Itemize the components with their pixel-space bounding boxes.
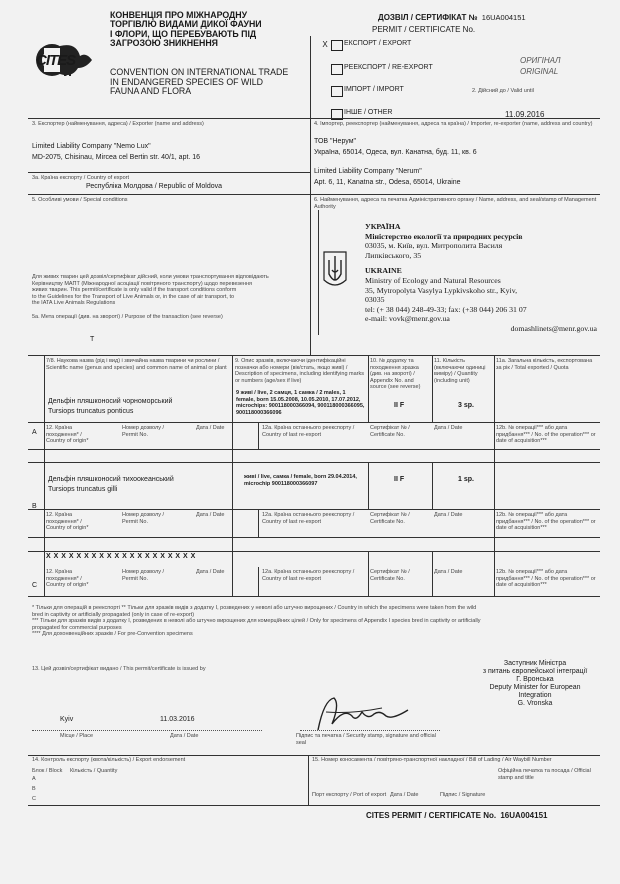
original-uk: ОРИГІНАЛ xyxy=(520,56,561,65)
row-letter-b: B xyxy=(32,503,37,510)
authority-country-uk: УКРАЇНА xyxy=(365,222,401,231)
reexport-date-label: Дата / Date xyxy=(434,512,463,518)
importer-name-en: Limited Liability Company "Nerum" xyxy=(314,168,422,175)
country-export: Республіка Молдова / Republic of Moldova xyxy=(86,183,223,190)
signer-title-en: Integration xyxy=(518,692,552,699)
column-quantity: 11. Кількість (включаючи одиниці виміру) / Quantity (including unit) xyxy=(434,358,486,384)
valid-until: 11.09.2016 xyxy=(505,110,545,119)
reexport-date-label: Дата / Date xyxy=(434,425,463,431)
port-label: Порт експорту / Port of export xyxy=(312,792,387,798)
purpose-mark: T xyxy=(90,336,95,343)
signer-name-en: G. Vronska xyxy=(517,700,553,707)
authority-phone: tel: (+ 38 044) 248-49-33; fax: (+38 044) 206 31 07 xyxy=(365,304,527,314)
option-other: ІНШЕ / OTHER xyxy=(344,109,393,116)
footer-permit xyxy=(366,811,606,821)
importer-label: 4. Імпортер, реекспортер (найменування, адреса та країна) / Importer, re-exporter (name, address and country) xyxy=(314,121,593,127)
special-conditions-label: 5. Особливі умови / Special conditions xyxy=(32,197,128,203)
endorsement-signature-label: Підпис / Signature xyxy=(440,792,486,798)
conditions-text xyxy=(32,274,307,307)
title-ukrainian xyxy=(110,11,262,48)
cites-logo xyxy=(30,38,102,82)
specimen-description: 9 живі / live, 2 самця, 1 самка / 2 males, 1 female, born 15.05.2008, 10.05.2010, 17.07.2012, microchips: 900118000366094, 900118000366095, 900118000366096 xyxy=(236,390,365,416)
importer-address-en: Apt. 6, 11, Kanatna str., Odesa, 65014, Ukraine xyxy=(314,179,461,186)
origin-date-label: Дата / Date xyxy=(196,425,225,431)
endorsement-date-label: Дата / Date xyxy=(390,792,419,798)
option-export: ЕКСПОРТ / EXPORT xyxy=(344,40,412,47)
date-label: Дата / Date xyxy=(170,733,199,739)
country-export-label: 3a. Країна експорту / Country of export xyxy=(32,175,130,181)
signature-label: Підпис та печатка / Security stamp, signature and official seal xyxy=(296,733,436,746)
origin-country-label: 12. Країна походження* / Country of origin* xyxy=(46,425,89,444)
title-uk-line: КОНВЕНЦІЯ ПРО МІЖНАРОДНУ xyxy=(110,10,248,20)
footnote-line: *** Тільки для зразків видів з додатку I, розведених в неволі або штучно вирощених для комерційних цілей / Only for specimens of Appendix I species bred in captivity or artificially xyxy=(32,618,481,624)
quantity-label: Кількість / Quantity xyxy=(70,768,118,774)
origin-permit-label: Номер дозволу / Permit No. xyxy=(122,512,164,525)
export-mark: X xyxy=(322,40,328,49)
authority-address-uk: Липківського, 35 xyxy=(365,250,422,260)
endorsement-letter-b: B xyxy=(32,786,36,792)
footnote-line: propagated for commercial purposes xyxy=(32,624,122,631)
specimen-description: живі / live, самка / female, born 29.04.2014, microchip 900118000366097 xyxy=(244,474,357,487)
signer-title-uk: з питань європейської інтеграції xyxy=(482,668,588,675)
export-checkbox xyxy=(320,40,330,49)
block-label: Блок / Block xyxy=(32,768,63,774)
title-en-line: FAUNA AND FLORA xyxy=(110,86,192,96)
exporter-name: Limited Liability Company "Nemo Lux" xyxy=(32,143,151,150)
certificate-label: Сертифікат № / Certificate No. xyxy=(370,425,410,438)
importer-address-uk: Україна, 65014, Одеса, вул. Канатна, буд. 11, кв. 6 xyxy=(314,149,477,156)
certificate-label: Сертифікат № / Certificate No. xyxy=(370,569,410,582)
quantity-value: 1 sp. xyxy=(458,476,474,483)
species-name-sci: Tursiops truncatus gilli xyxy=(48,486,118,493)
species-name-uk: Дельфін пляшконосий чорноморський xyxy=(48,398,173,405)
origin-permit-label: Номер дозволу / Permit No. xyxy=(122,425,164,438)
row-letter-c: C xyxy=(32,582,38,589)
valid-until-label: 2. Дійсний до / Valid until xyxy=(472,88,534,94)
footnote-line: **** Для дохонвенційних зразків / For pre-Convention specimens xyxy=(32,631,193,637)
last-reexport-label: 12a. Країна останнього реекспорту / Country of last re-export xyxy=(262,512,355,525)
exporter-label: 3. Експортер (найменування, адреса) / Exporter (name and address) xyxy=(32,121,204,127)
quantity-value: 3 sp. xyxy=(458,402,474,409)
certificate-label: Сертифікат № / Certificate No. xyxy=(370,512,410,525)
signer-title-en: Deputy Minister for European xyxy=(489,684,581,691)
official-stamp-label: Офіційна печатка та посада / Official stamp and title xyxy=(498,768,591,781)
bill-of-lading-label: 15. Номер коносамента / повітряно-транспортної накладної / Bill of Lading / Air Waybill Number xyxy=(312,757,552,763)
issued-place: Kyiv xyxy=(60,716,74,723)
authority-address-en: 35, Mytropolyta Vasylya Lypkivskoho str., Kyiv, xyxy=(365,285,518,295)
signer-block xyxy=(470,660,600,708)
authority-email-2: domashlinets@menr.gov.ua xyxy=(510,323,597,333)
last-reexport-label: 12a. Країна останнього реекспорту / Country of last re-export xyxy=(262,569,355,582)
authority-block xyxy=(365,222,597,334)
issued-date: 11.03.2016 xyxy=(160,716,195,723)
option-box xyxy=(331,40,343,51)
option-box xyxy=(331,64,343,75)
place-label: Місце / Place xyxy=(60,733,94,739)
appendix-value: II F xyxy=(394,402,405,409)
permit-number-header xyxy=(378,13,610,23)
authority-address-en: 03035 xyxy=(365,295,385,305)
importer-name-uk: ТОВ "Нерум" xyxy=(314,138,356,145)
authority-email: e-mail: vovk@menr.gov.ua xyxy=(365,314,450,324)
origin-country-label: 12. Країна походження* / Country of origin* xyxy=(46,569,89,588)
row-letter-a: A xyxy=(32,429,37,436)
authority-country-en: UKRAINE xyxy=(365,266,402,276)
option-import: ІМПОРТ / IMPORT xyxy=(344,86,404,93)
option-reexport: РЕЕКСПОРТ / RE-EXPORT xyxy=(344,64,433,71)
title-uk-line: І ФЛОРИ, ЩО ПЕРЕБУВАЮТЬ ПІД xyxy=(110,28,257,39)
footnote-line: * Тільки для операцій в реекспорті ** Тільки для зразків видів з додатку I, розведених у неволі або штучно вирощених / Country in which the specimens were taken from the wild xyxy=(32,605,477,611)
signer-name-uk: Г. Вронська xyxy=(516,676,554,683)
conditions-line: the IATA Live Animals Regulations xyxy=(32,300,116,306)
issued-label: 13. Цей дозвіл/сертифікат видано / This permit/certificate is issued by xyxy=(32,666,206,672)
conditions-line: живих тварин. This permit/certificate is only valid if the transport conditions conform xyxy=(32,287,237,293)
title-en-line: IN ENDANGERED SPECIES OF WILD xyxy=(110,76,263,87)
title-uk-line: ЗАГРОЗОЮ ЗНИКНЕННЯ xyxy=(110,37,219,48)
operation-label: 12b. № операції*** або дата придбання*** / No. of the operation*** or date of acquisition*** xyxy=(496,425,596,444)
column-description: 9. Опис зразків, включаючи ідентифікаційні позначки або номери (вік/стать, якщо живі) / Description of specimens, including identifying marks or numbers (age/sex if live) xyxy=(235,358,365,384)
title-uk-line: ТОРГІВЛЮ ВИДАМИ ДИКОЇ ФАУНИ xyxy=(110,19,262,30)
endorsement-letter-c: C xyxy=(32,796,36,802)
authority-ministry-en: Ministry of Ecology and Natural Resources xyxy=(365,275,501,285)
signer-title-uk: Заступник Міністра xyxy=(503,660,567,667)
trident-emblem-icon xyxy=(322,250,348,290)
reexport-date-label: Дата / Date xyxy=(434,569,463,575)
permit-label-en: PERMIT / CERTIFICATE No. xyxy=(372,25,476,34)
authority-address-uk: 03035, м. Київ, вул. Митрополита Василя xyxy=(365,241,503,251)
conditions-line: Для живих тварин цей дозвіл/сертифікат дійсний, коли умови транспортування відповідають xyxy=(32,274,269,280)
option-box xyxy=(331,86,343,97)
origin-date-label: Дата / Date xyxy=(196,569,225,575)
export-endorsement-label: 14. Контроль експорту (квота/кількість) / Export endorsement xyxy=(32,757,186,763)
appendix-value: II F xyxy=(394,476,405,483)
footer-number: 16UA004151 xyxy=(500,811,548,820)
footnote-line: bred in captivity or artificially propagated (only in case of re-export) xyxy=(32,611,195,618)
authority-ministry-uk: Міністерство екології та природних ресурсів xyxy=(365,231,523,241)
column-appendix: 10. № додатку та походження зразка (див. на звороті) / Appendix No. and source (see reverse) xyxy=(370,358,421,390)
origin-date-label: Дата / Date xyxy=(196,512,225,518)
operation-label: 12b. № операції*** або дата придбання*** / No. of the operation*** or date of acquisition*** xyxy=(496,512,596,531)
species-name-uk: Дельфін пляшконосий тихоокеанський xyxy=(48,476,174,483)
logo-text: CITES xyxy=(36,52,76,69)
last-reexport-label: 12a. Країна останнього реекспорту / Country of last re-export xyxy=(262,425,355,438)
footer-label: CITES PERMIT / CERTIFICATE No. xyxy=(366,811,497,820)
origin-country-label: 12. Країна походження* / Country of origin* xyxy=(46,512,89,531)
column-total-exported: 11a. Загальна кількість, експортована за рік / Total exported / Quota xyxy=(496,358,593,371)
origin-permit-label: Номер дозволу / Permit No. xyxy=(122,569,164,582)
crossed-out-row: X X X X X X X X X X X X X X X X X X X X xyxy=(46,553,196,560)
permit-number: 16UA004151 xyxy=(481,13,526,22)
purpose-label: 5a. Мета операції (див. на звороті) / Purpose of the transaction (see reverse) xyxy=(32,314,223,320)
title-en-line: CONVENTION ON INTERNATIONAL TRADE xyxy=(110,67,289,77)
conditions-line: Керівництву МАПТ (Міжнародної асоціації повітряного транспорту) щодо перевезення xyxy=(32,280,252,287)
conditions-line: to the Guidelines for the Transport of Live Animals or, in the case of air transport, to xyxy=(32,293,235,300)
operation-label: 12b. № операції*** або дата придбання*** / No. of the operation*** or date of acquisition*** xyxy=(496,569,596,588)
permit-label-uk: ДОЗВІЛ / СЕРТИФІКАТ № xyxy=(378,13,478,22)
column-scientific-name: 7/8. Наукова назва (рід і вид) і звичайна назва тварини чи рослини / Scientific name (genus and species) and common name of animal or plant xyxy=(46,358,227,371)
exporter-address: MD-2075, Chisinau, Mircea cel Bertin str. 40/1, apt. 16 xyxy=(32,154,201,161)
species-name-sci: Tursiops truncatus ponticus xyxy=(48,408,134,415)
endorsement-letter-a: A xyxy=(32,776,36,782)
title-english xyxy=(110,68,288,97)
footnotes xyxy=(32,605,600,638)
original-en: ORIGINAL xyxy=(520,67,559,76)
authority-label: 6. Найменування, адреса та печатка Адміністративного органу / Name, address, and seal/stamp of Management Authority xyxy=(314,197,597,210)
